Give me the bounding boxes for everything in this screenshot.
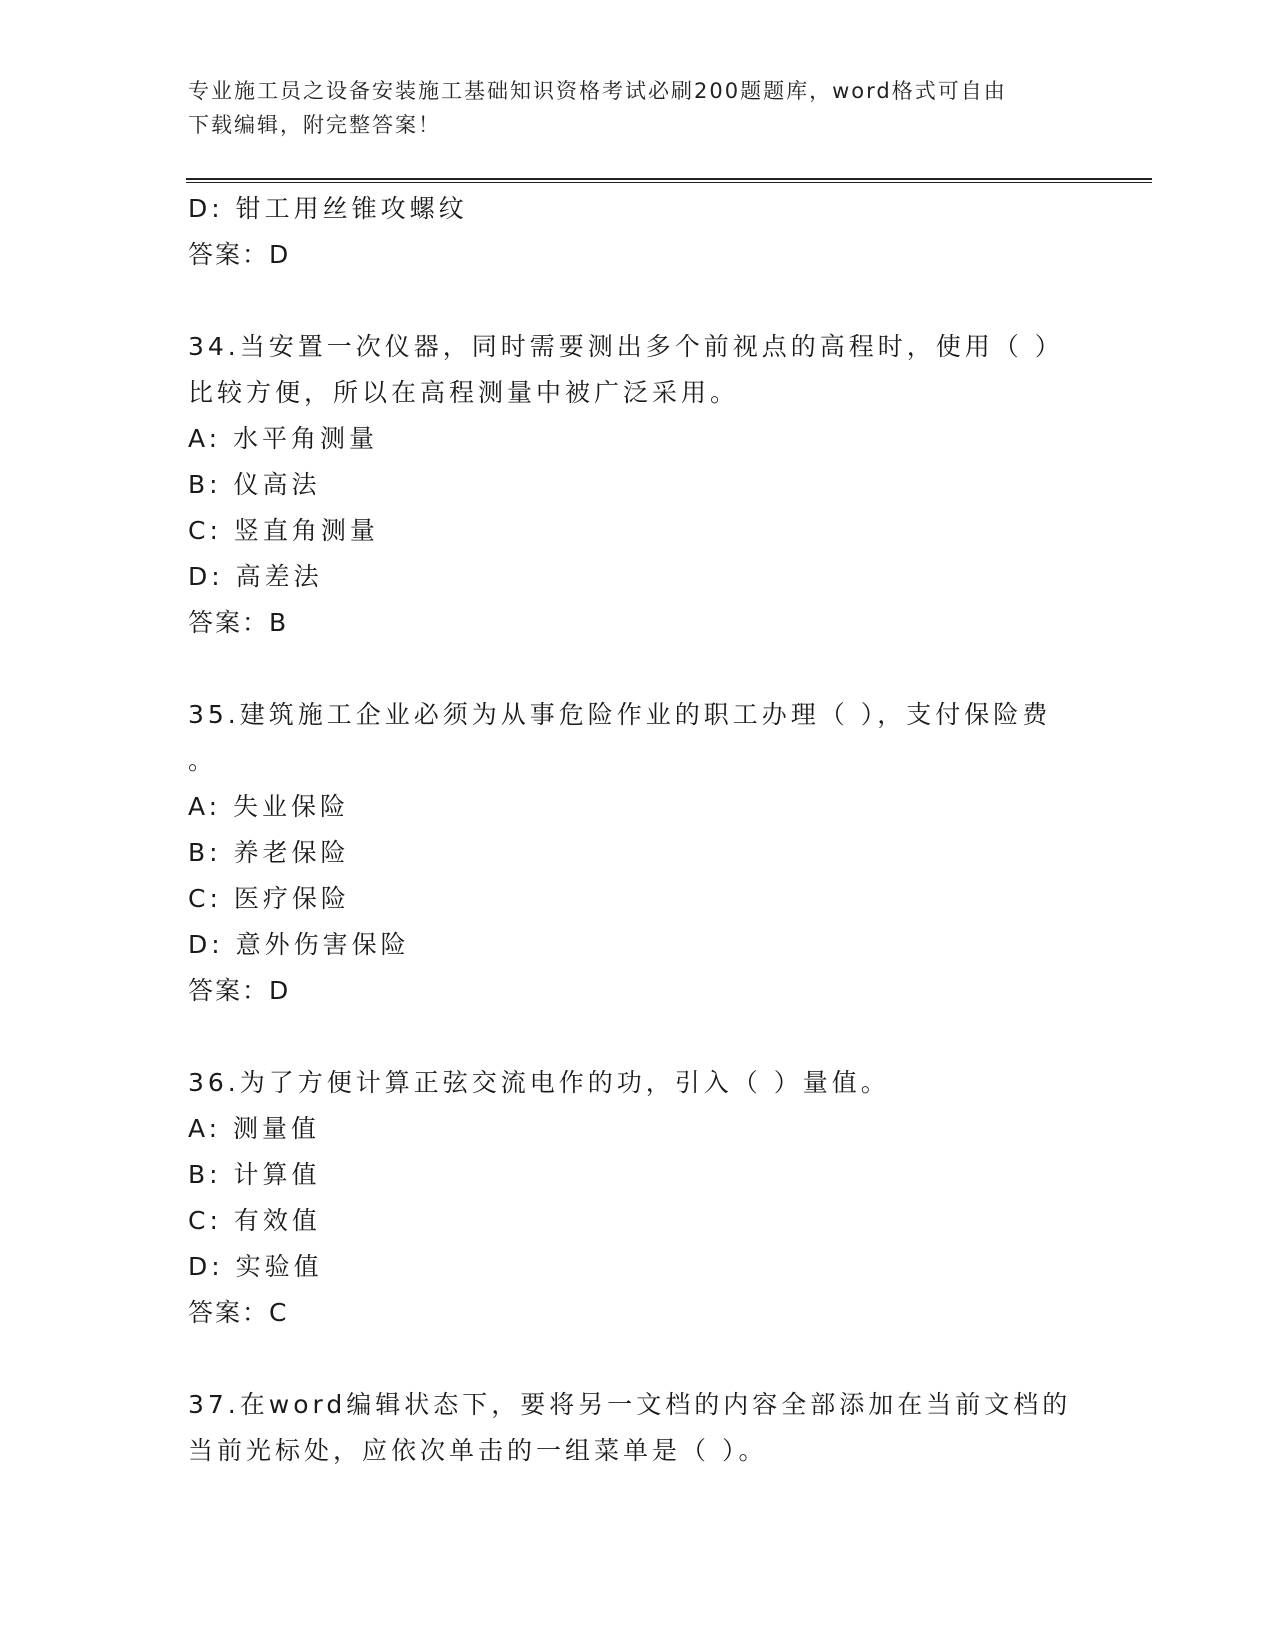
question-34-option-a: A: 水平角测量: [188, 424, 379, 453]
question-35: [188, 692, 1068, 1014]
header-divider: [186, 178, 1152, 183]
question-34-option-d: D: 高差法: [188, 562, 323, 591]
question-37-stem-line-2: 当前光标处，应依次单击的一组菜单是（ ）。: [188, 1436, 768, 1465]
question-list: [188, 186, 1072, 1474]
question-34-stem-line-1: 34.当安置一次仪器，同时需要测出多个前视点的高程时，使用（ ）: [188, 332, 1064, 361]
question-36-option-b: B: 计算值: [188, 1160, 321, 1189]
question-34: [188, 324, 1068, 646]
question-36-stem-line-1: 36.为了方便计算正弦交流电作的功，引入（ ）量值。: [188, 1068, 890, 1097]
question-37: [188, 1382, 1072, 1474]
question-34-stem-line-2: 比较方便，所以在高程测量中被广泛采用。: [188, 378, 740, 407]
spacer: [188, 278, 1068, 324]
header-title-line-2: 下载编辑，附完整答案！: [188, 113, 441, 137]
question-36-option-d: D: 实验值: [188, 1252, 323, 1281]
question-36-option-c: C: 有效值: [188, 1206, 321, 1235]
question-36-answer: 答案：C: [188, 1298, 289, 1327]
question-34-option-c: C: 竖直角测量: [188, 516, 379, 545]
spacer: [188, 1336, 1068, 1382]
question-35-answer: 答案：D: [188, 976, 291, 1005]
prev-answer: 答案：D: [188, 240, 291, 269]
question-35-stem-line-1: 35.建筑施工企业必须为从事危险作业的职工办理（ ），支付保险费: [188, 700, 1052, 729]
question-35-stem-line-2: 。: [188, 746, 218, 775]
question-35-option-d: D: 意外伤害保险: [188, 930, 410, 959]
spacer: [188, 1014, 1068, 1060]
document-header: [188, 74, 1068, 142]
question-35-option-c: C: 医疗保险: [188, 884, 350, 913]
question-34-answer: 答案：B: [188, 608, 289, 637]
header-title-line-1: 专业施工员之设备安装施工基础知识资格考试必刷200题题库，word格式可自由: [188, 79, 1007, 103]
question-35-option-b: B: 养老保险: [188, 838, 350, 867]
question-36: [188, 1060, 1068, 1336]
question-37-stem-line-1: 37.在word编辑状态下，要将另一文档的内容全部添加在当前文档的: [188, 1390, 1072, 1419]
prev-option-d: D: 钳工用丝锥攻螺纹: [188, 194, 468, 223]
spacer: [188, 646, 1068, 692]
question-36-option-a: A: 测量值: [188, 1114, 321, 1143]
question-34-option-b: B: 仪高法: [188, 470, 321, 499]
question-35-option-a: A: 失业保险: [188, 792, 350, 821]
